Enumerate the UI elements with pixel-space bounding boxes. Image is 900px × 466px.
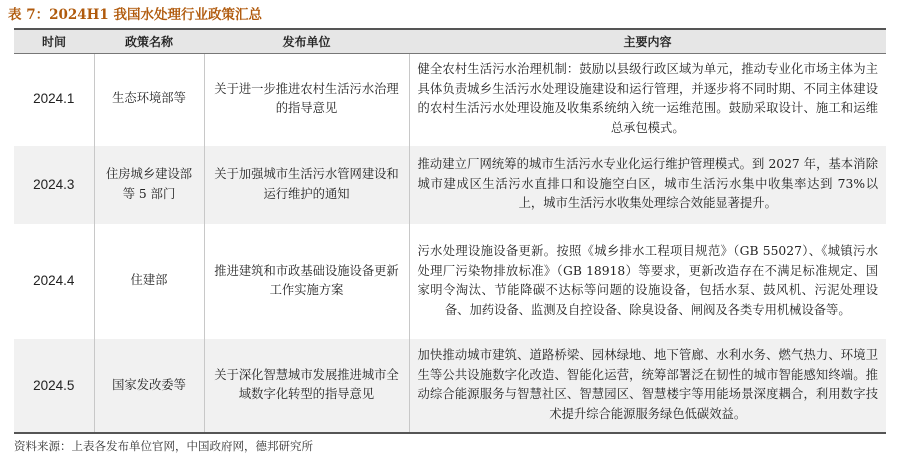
column-header-policy-name: 政策名称 xyxy=(94,29,204,53)
cell-issuer: 住建部 xyxy=(94,224,204,338)
source-note: 资料来源：上表各发布单位官网，中国政府网，德邦研究所 xyxy=(14,439,313,453)
policy-table xyxy=(14,28,886,434)
column-header-content: 主要内容 xyxy=(409,29,886,53)
cell-issuer: 住房城乡建设部等 5 部门 xyxy=(94,145,204,224)
column-header-issuer: 发布单位 xyxy=(204,29,409,53)
table-row xyxy=(14,145,886,224)
table-caption: 表 7：2024H1 我国水处理行业政策汇总 xyxy=(8,7,263,23)
table-header-row xyxy=(14,29,886,53)
cell-content: 污水处理设施设备更新。按照《城乡排水工程项目规范》（GB 55027）、《城镇污水处理厂污染物排放标准》（GB 18918）等要求，更新改造存在不满足标准规定、国家明令淘汰、节能降碳不达标等问题的设施设备，包括水泵、鼓风机、污泥处理设备、加药设备、监测及自控设备、除臭设备、闸阀及各类专用机械设备等。 xyxy=(409,224,886,338)
cell-time: 2024.3 xyxy=(14,145,94,224)
cell-content: 推动建立厂网统筹的城市生活污水专业化运行维护管理模式。到 2027 年，基本消除城市建成区生活污水直排口和设施空白区，城市生活污水集中收集率达到 73%以上，城市生活污水收集处理综合效能显著提升。 xyxy=(409,145,886,224)
cell-time: 2024.5 xyxy=(14,338,94,433)
cell-policy: 推进建筑和市政基础设施设备更新工作实施方案 xyxy=(204,224,409,338)
cell-policy: 关于加强城市生活污水管网建设和运行维护的通知 xyxy=(204,145,409,224)
table-row xyxy=(14,338,886,433)
cell-policy: 关于深化智慧城市发展推进城市全域数字化转型的指导意见 xyxy=(204,338,409,433)
table-row xyxy=(14,53,886,145)
cell-time: 2024.1 xyxy=(14,53,94,145)
column-header-time: 时间 xyxy=(14,29,94,53)
cell-issuer: 生态环境部等 xyxy=(94,53,204,145)
table-row xyxy=(14,224,886,338)
cell-issuer: 国家发改委等 xyxy=(94,338,204,433)
cell-policy: 关于进一步推进农村生活污水治理的指导意见 xyxy=(204,53,409,145)
cell-content: 加快推动城市建筑、道路桥梁、园林绿地、地下管廊、水利水务、燃气热力、环境卫生等公共设施数字化改造、智能化运营，统筹部署泛在韧性的城市智能感知终端。推动综合能源服务与智慧社区、智慧园区、智慧楼宇等用能场景深度耦合，利用数字技术提升综合能源服务绿色低碳效益。 xyxy=(409,338,886,433)
cell-time: 2024.4 xyxy=(14,224,94,338)
cell-content: 健全农村生活污水治理机制：鼓励以县级行政区域为单元，推动专业化市场主体为主具体负责城乡生活污水处理设施建设和运行管理，并逐步将不同时期、不同主体建设的农村生活污水处理设施及收集系统纳入统一运维范围。鼓励采取设计、施工和运维总承包模式。 xyxy=(417,62,878,135)
